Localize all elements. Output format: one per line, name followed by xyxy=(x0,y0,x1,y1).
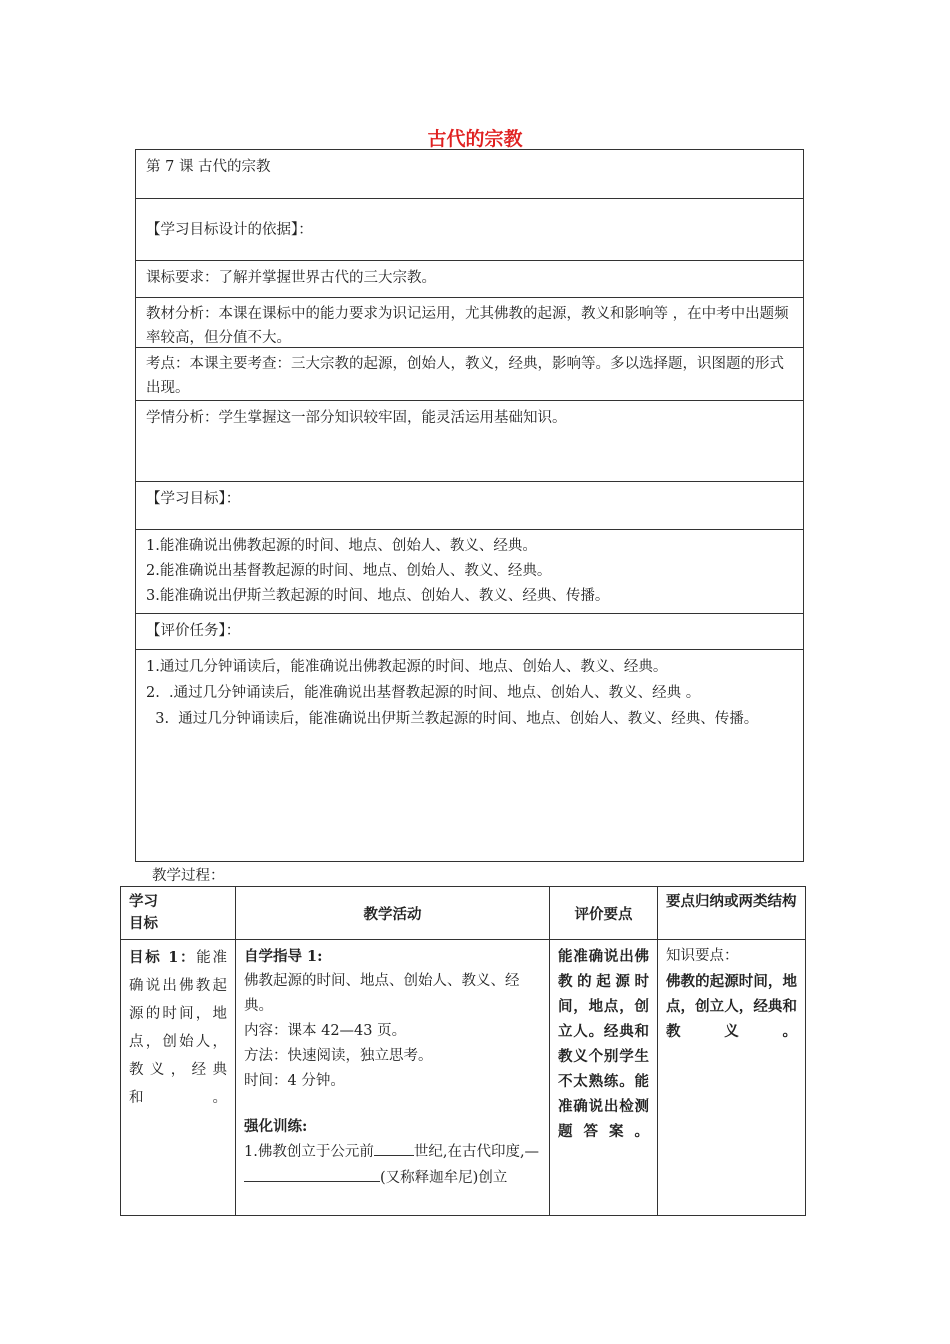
eval-item: 2. .通过几分钟诵读后，能准确说出基督教起源的时间、地点、创始人、教义、经典 。 xyxy=(146,685,701,701)
basis-row xyxy=(136,199,803,261)
question-1-cont xyxy=(244,1165,541,1191)
eval-header xyxy=(550,887,657,940)
activity-cell xyxy=(236,940,549,1195)
question-1-part-b: 世纪,在古代印度,— xyxy=(413,1144,540,1160)
textbook-row xyxy=(136,298,803,348)
eval-point-cell: 能准确说出佛教的起源时间，地点，创立人。经典和教义个别学生不太熟练。能准确说出检测题答案。 xyxy=(558,948,649,1140)
eval-heading-row xyxy=(136,614,803,650)
self-study-title: 自学指导 1: xyxy=(244,948,323,965)
question-1-part-c: (又称释迦牟尼)创立 xyxy=(380,1170,508,1186)
objectives-heading-row xyxy=(136,482,803,530)
eval-heading: 【评价任务】： xyxy=(146,623,241,639)
summary-column xyxy=(658,887,805,1215)
summary-cell xyxy=(658,940,805,1048)
summary-text: 佛教的起源时间，地点，创立人，经典和教义。 xyxy=(666,973,797,1040)
objectives-heading: 【学习目标】： xyxy=(146,491,241,507)
objectives-list xyxy=(136,530,803,609)
objectives-row xyxy=(136,530,803,614)
goal-header-label: 学习 目标 xyxy=(129,893,158,932)
curriculum-row xyxy=(136,261,803,298)
answer-blank[interactable] xyxy=(244,1165,380,1182)
objective-item: 3.能准确说出伊斯兰教起源的时间、地点、创始人、教义、经典、传播。 xyxy=(146,588,610,604)
self-study-text: 佛教起源的时间、地点、创始人、教义、经典。 xyxy=(244,973,520,1014)
eval-list xyxy=(136,650,803,732)
lesson-design-table xyxy=(135,149,804,862)
lesson-row xyxy=(136,150,803,199)
time-text: 时间：4 分钟。 xyxy=(244,1073,345,1089)
summary-label: 知识要点： xyxy=(666,948,739,964)
document-title: 古代的宗教 xyxy=(427,128,523,150)
summary-header-label: 要点归纳或两类结构 xyxy=(666,893,797,910)
curriculum-text: 课标要求：了解并掌握世界古代的三大宗教。 xyxy=(146,270,436,286)
student-row xyxy=(136,401,803,482)
goal-text: 能准确说出佛教起源的时间，地点，创始人，教义，经典和。 xyxy=(129,950,228,1106)
answer-blank[interactable] xyxy=(374,1139,414,1156)
exam-row xyxy=(136,348,803,401)
textbook-analysis: 教材分析：本课在课标中的能力要求为识记运用，尤其佛教的起源，教义和影响等 ，在中考中出题频率较高，但分值不大。 xyxy=(146,306,789,346)
eval-header-label: 评价要点 xyxy=(574,905,633,923)
objective-item: 2.能准确说出基督教起源的时间、地点、创始人、教义、经典。 xyxy=(146,563,552,579)
basis-heading: 【学习目标设计的依据】： xyxy=(146,222,313,238)
goal-cell xyxy=(121,940,235,1116)
goal-column xyxy=(121,887,236,1215)
goal-header xyxy=(121,887,235,940)
activity-header xyxy=(236,887,549,940)
process-caption: 教学过程： xyxy=(152,868,225,884)
method-text: 方法：快速阅读，独立思考。 xyxy=(244,1048,433,1064)
activity-header-label: 教学活动 xyxy=(363,905,422,923)
eval-column xyxy=(550,887,658,1215)
summary-header xyxy=(658,887,805,940)
activity-column xyxy=(236,887,550,1215)
question-1 xyxy=(244,1139,541,1165)
eval-item: 1.通过几分钟诵读后，能准确说出佛教起源的时间、地点、创始人、教义、经典。 xyxy=(146,659,668,675)
eval-item: 3. 通过几分钟诵读后，能准确说出伊斯兰教起源的时间、地点、创始人、教义、经典、传播。 xyxy=(146,711,759,727)
lesson-title: 第 7 课 古代的宗教 xyxy=(146,159,271,175)
goal-label: 目标 1： xyxy=(129,949,197,966)
objective-item: 1.能准确说出佛教起源的时间、地点、创始人、教义、经典。 xyxy=(146,538,537,554)
question-1-part-a: 1.佛教创立于公元前 xyxy=(244,1144,374,1160)
teaching-process-table xyxy=(120,886,806,1216)
eval-row xyxy=(136,650,803,863)
exam-points: 考点：本课主要考查：三大宗教的起源，创始人，教义，经典，影响等。多以选择题，识图题的形式出现。 xyxy=(146,356,784,396)
student-analysis: 学情分析：学生掌握这一部分知识较牢固，能灵活运用基础知识。 xyxy=(146,410,567,426)
content-text: 内容：课本 42—43 页。 xyxy=(244,1023,407,1039)
training-title: 强化训练: xyxy=(244,1118,308,1135)
